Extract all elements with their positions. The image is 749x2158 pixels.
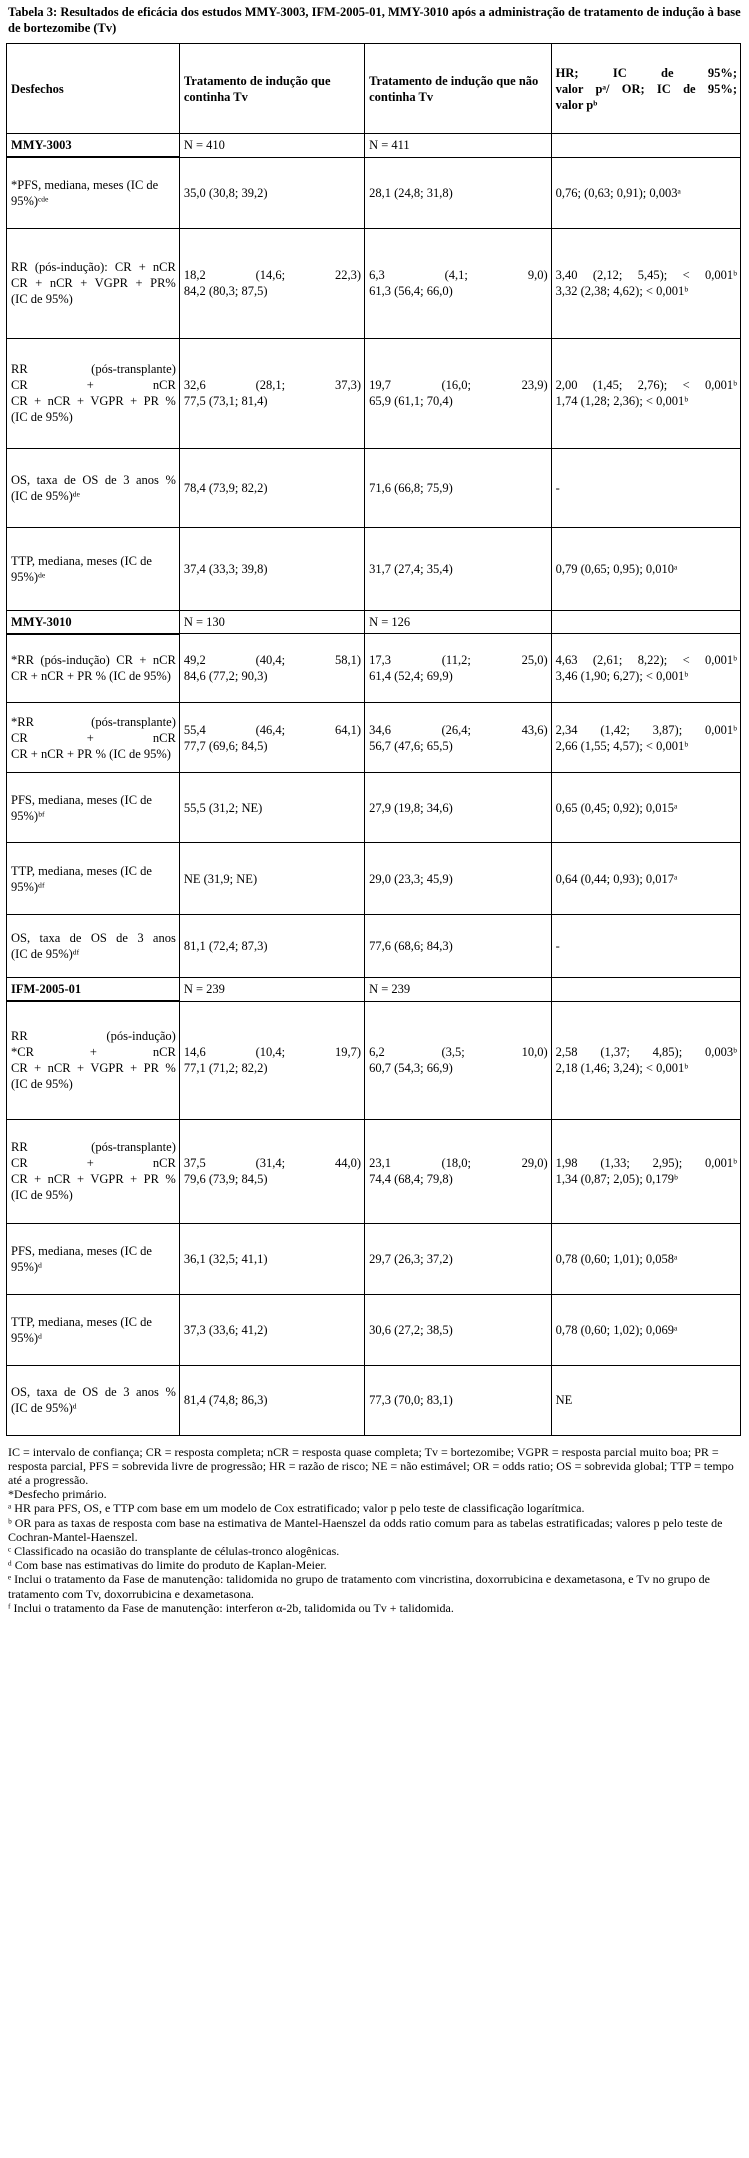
endpoint-cell [7, 634, 180, 703]
stats-cell [551, 1294, 740, 1365]
section-name: MMY-3010 [7, 610, 180, 634]
header-stats [551, 44, 740, 134]
without-tv-cell-line: 28,1 (24,8; 31,8) [369, 185, 453, 200]
without-tv-cell-line: 19,7 (16,0; 23,9) [369, 378, 548, 392]
with-tv-cell-line: 37,4 (33,3; 39,8) [183, 561, 268, 576]
without-tv-cell-line: 56,7 (47,6; 65,5) [369, 738, 453, 753]
endpoint-line: OS, taxa de OS de 3 anos % [11, 472, 176, 487]
header-stats-line: valor pᵃ/ OR; IC de 95%; [555, 81, 737, 96]
endpoint-line: CR + nCR + VGPR + PR % [11, 1172, 176, 1186]
stats-cell [551, 1365, 740, 1435]
without-tv-cell [365, 773, 552, 843]
stats-cell-line: 0,64 (0,44; 0,93); 0,017ᵃ [555, 871, 678, 886]
endpoint-line: CR + nCR [11, 378, 176, 392]
table-row [7, 634, 741, 703]
with-tv-cell-line: 37,5 (31,4; 44,0) [183, 1156, 362, 1170]
endpoint-line: CR + nCR + PR % (IC de 95%) [11, 746, 171, 761]
with-tv-cell-line: 84,6 (77,2; 90,3) [183, 669, 268, 683]
endpoint-line: CR + nCR + VGPR + PR % [11, 1061, 176, 1076]
table-row [7, 1001, 741, 1119]
stats-cell-line: 0,78 (0,60; 1,01); 0,058ᵃ [555, 1251, 678, 1266]
with-tv-cell-line: 79,6 (73,9; 84,5) [183, 1172, 268, 1186]
with-tv-cell-line: 32,6 (28,1; 37,3) [183, 378, 362, 392]
with-tv-cell-line: 14,6 (10,4; 19,7) [183, 1045, 362, 1059]
without-tv-cell-line: 61,3 (56,4; 66,0) [369, 284, 453, 298]
endpoint-line: *RR (pós-indução) CR + nCR [11, 653, 176, 668]
without-tv-cell [365, 915, 552, 978]
without-tv-cell [365, 1294, 552, 1365]
endpoint-cell [7, 527, 180, 610]
endpoint-cell [7, 915, 180, 978]
endpoint-line: *CR + nCR [11, 1045, 176, 1060]
stats-cell [551, 634, 740, 703]
without-tv-cell [365, 448, 552, 527]
with-tv-cell [179, 527, 364, 610]
table-row [7, 843, 741, 915]
stats-cell-line: 4,63 (2,61; 8,22); < 0,001ᵇ [555, 653, 737, 667]
table-row [7, 338, 741, 448]
section-n-with-tv: N = 239 [179, 978, 364, 1002]
endpoint-line: TTP, mediana, meses (IC de 95%)ᵈᵉ [11, 553, 152, 584]
stats-cell [551, 1119, 740, 1223]
with-tv-cell-line: 81,4 (74,8; 86,3) [183, 1393, 268, 1407]
stats-cell [551, 228, 740, 338]
stats-cell-line: 2,58 (1,37; 4,85); 0,003ᵇ [555, 1045, 737, 1059]
endpoint-line: CR + nCR + PR % (IC de 95%) [11, 669, 171, 684]
endpoint-line: *PFS, mediana, meses (IC de 95%)ᶜᵈᵉ [11, 177, 159, 208]
section-n-with-tv: N = 410 [179, 134, 364, 158]
stats-cell-line: 1,74 (1,28; 2,36); < 0,001ᵇ [555, 394, 689, 408]
with-tv-cell [179, 1119, 364, 1223]
with-tv-cell [179, 1365, 364, 1435]
stats-cell [551, 1001, 740, 1119]
with-tv-cell [179, 338, 364, 448]
footnote: ᵉ Inclui o tratamento da Fase de manutenção: talidomida no grupo de tratamento com vincristina, doxorrubicina e dexametasona, e Tv no grupo de tratamento com Tv, doxorrubicina e dexametasona. [8, 1572, 710, 1601]
stats-cell-line: 0,76; (0,63; 0,91); 0,003ᵃ [555, 185, 681, 200]
with-tv-cell [179, 634, 364, 703]
footnote: *Desfecho primário. [8, 1487, 107, 1502]
stats-cell-line: 3,40 (2,12; 5,45); < 0,001ᵇ [555, 268, 737, 282]
footnote: ᶠ Inclui o tratamento da Fase de manutenção: interferon α-2b, talidomida ou Tv + talidomida. [8, 1600, 454, 1615]
with-tv-cell-line: 78,4 (73,9; 82,2) [183, 480, 268, 495]
stats-cell-line: 2,18 (1,46; 3,24); < 0,001ᵇ [555, 1061, 689, 1075]
endpoint-line: OS, taxa de OS de 3 anos % [11, 1385, 176, 1399]
stats-cell [551, 703, 740, 773]
endpoint-line: CR + nCR [11, 730, 176, 745]
endpoint-line: TTP, mediana, meses (IC de 95%)ᵈ [11, 1314, 152, 1345]
without-tv-cell [365, 1365, 552, 1435]
stats-cell [551, 157, 740, 228]
endpoint-line: RR (pós-indução) [11, 1029, 176, 1044]
header-row [7, 44, 741, 134]
section-name: IFM-2005-01 [7, 978, 180, 1002]
with-tv-cell-line: 37,3 (33,6; 41,2) [183, 1322, 268, 1337]
endpoint-line: PFS, mediana, meses (IC de 95%)ᵈ [11, 1243, 152, 1274]
with-tv-cell [179, 157, 364, 228]
stats-cell [551, 843, 740, 915]
table-row [7, 527, 741, 610]
without-tv-cell-line: 29,7 (26,3; 37,2) [369, 1251, 453, 1266]
stats-cell-line: - [555, 939, 560, 953]
endpoint-cell [7, 157, 180, 228]
with-tv-cell [179, 773, 364, 843]
without-tv-cell [365, 527, 552, 610]
section-empty-cell [551, 610, 740, 634]
without-tv-cell-line: 30,6 (27,2; 38,5) [369, 1322, 453, 1337]
section-empty-cell [551, 978, 740, 1002]
table-row [7, 1119, 741, 1223]
stats-cell-line: 2,34 (1,42; 3,87); 0,001ᵇ [555, 722, 737, 737]
without-tv-cell-line: 17,3 (11,2; 25,0) [369, 653, 548, 667]
table-row [7, 773, 741, 843]
endpoint-cell [7, 228, 180, 338]
with-tv-cell [179, 448, 364, 527]
endpoint-cell [7, 1365, 180, 1435]
stats-cell-line: 2,66 (1,55; 4,57); < 0,001ᵇ [555, 738, 689, 753]
with-tv-cell [179, 1223, 364, 1294]
endpoint-line: TTP, mediana, meses (IC de 95%)ᵈᶠ [11, 863, 152, 894]
table-row [7, 448, 741, 527]
with-tv-cell-line: 77,5 (73,1; 81,4) [183, 394, 268, 408]
footnote: ᶜ Classificado na ocasião do transplante de células-tronco alogênicas. [8, 1543, 340, 1558]
stats-cell [551, 448, 740, 527]
with-tv-cell-line: 55,5 (31,2; NE) [183, 800, 263, 815]
table-row [7, 157, 741, 228]
without-tv-cell [365, 1223, 552, 1294]
table-row [7, 228, 741, 338]
without-tv-cell [365, 1001, 552, 1119]
with-tv-cell-line: NE (31,9; NE) [183, 871, 258, 886]
with-tv-cell [179, 1001, 364, 1119]
section-n-without-tv: N = 126 [365, 610, 552, 634]
document [6, 4, 741, 1615]
with-tv-cell [179, 703, 364, 773]
stats-cell-line: 0,79 (0,65; 0,95); 0,010ᵃ [555, 561, 678, 576]
with-tv-cell [179, 1294, 364, 1365]
endpoint-line: CR + nCR [11, 1156, 176, 1170]
section-name: MMY-3003 [7, 134, 180, 158]
table-row [7, 703, 741, 773]
header-stats-line: valor pᵇ [555, 97, 598, 112]
endpoint-line: CR + nCR + VGPR + PR% [11, 276, 176, 290]
table-row [7, 1294, 741, 1365]
without-tv-cell [365, 703, 552, 773]
endpoint-line: CR + nCR + VGPR + PR % [11, 394, 176, 408]
without-tv-cell [365, 843, 552, 915]
stats-cell-line: 0,78 (0,60; 1,02); 0,069ᵃ [555, 1322, 678, 1337]
without-tv-cell-line: 31,7 (27,4; 35,4) [369, 561, 453, 576]
without-tv-cell-line: 61,4 (52,4; 69,9) [369, 669, 453, 683]
endpoint-cell [7, 1001, 180, 1119]
without-tv-cell-line: 77,6 (68,6; 84,3) [369, 939, 453, 953]
without-tv-cell [365, 157, 552, 228]
without-tv-cell-line: 74,4 (68,4; 79,8) [369, 1172, 453, 1186]
without-tv-cell-line: 27,9 (19,8; 34,6) [369, 800, 453, 815]
without-tv-cell-line: 34,6 (26,4; 43,6) [369, 722, 548, 737]
section-n-without-tv: N = 411 [365, 134, 552, 158]
endpoint-cell [7, 1294, 180, 1365]
endpoint-line: (IC de 95%)ᵈ [11, 1401, 77, 1415]
table-row [7, 915, 741, 978]
with-tv-cell-line: 49,2 (40,4; 58,1) [183, 653, 362, 667]
without-tv-cell-line: 77,3 (70,0; 83,1) [369, 1393, 453, 1407]
endpoint-line: (IC de 95%) [11, 410, 73, 424]
table-row [7, 1223, 741, 1294]
without-tv-cell [365, 228, 552, 338]
stats-cell [551, 915, 740, 978]
section-row [7, 134, 741, 158]
without-tv-cell [365, 634, 552, 703]
without-tv-cell-line: 6,2 (3,5; 10,0) [369, 1045, 548, 1059]
with-tv-cell [179, 915, 364, 978]
endpoint-cell [7, 1223, 180, 1294]
with-tv-cell-line: 77,1 (71,2; 82,2) [183, 1061, 268, 1075]
endpoint-line: PFS, mediana, meses (IC de 95%)ᵇᶠ [11, 792, 152, 823]
stats-cell-line: 2,00 (1,45; 2,76); < 0,001ᵇ [555, 378, 737, 392]
endpoint-line: (IC de 95%) [11, 292, 73, 306]
stats-cell-line: NE [555, 1393, 573, 1407]
stats-cell-line: 0,65 (0,45; 0,92); 0,015ᵃ [555, 800, 678, 815]
section-row [7, 610, 741, 634]
footnote: ᵈ Com base nas estimativas do limite do produto de Kaplan-Meier. [8, 1558, 327, 1573]
with-tv-cell-line: 18,2 (14,6; 22,3) [183, 268, 362, 282]
endpoint-cell [7, 1119, 180, 1223]
without-tv-cell-line: 29,0 (23,3; 45,9) [369, 871, 453, 886]
footnotes [6, 1445, 741, 1615]
endpoint-line: RR (pós-transplante) [11, 362, 176, 376]
endpoint-line: (IC de 95%) [11, 1077, 73, 1092]
endpoint-cell [7, 843, 180, 915]
header-endpoints: Desfechos [7, 44, 180, 134]
table-body [7, 134, 741, 1436]
stats-cell-line: 3,46 (1,90; 6,27); < 0,001ᵇ [555, 669, 689, 683]
with-tv-cell [179, 843, 364, 915]
section-n-with-tv: N = 130 [179, 610, 364, 634]
stats-cell-line: - [555, 480, 560, 495]
with-tv-cell [179, 228, 364, 338]
header-with-tv: Tratamento de indução que continha Tv [179, 44, 364, 134]
with-tv-cell-line: 35,0 (30,8; 39,2) [183, 185, 268, 200]
table-caption: Tabela 3: Resultados de eficácia dos estudos MMY-3003, IFM-2005-01, MMY-3010 após a administração de tratamento de indução à base de bortezomibe (Tv) [8, 5, 741, 35]
stats-cell-line: 1,34 (0,87; 2,05); 0,179ᵇ [555, 1172, 678, 1186]
footnote: IC = intervalo de confiança; CR = resposta completa; nCR = resposta quase completa; Tv = bortezomibe; VGPR = resposta parcial muito boa; PR = resposta parcial, PFS = sobrevida livre de progressão; HR = razão de risco; NE = não estimável; OR = odds ratio; OS = sobrevida global; TTP = tempo até a progressão. [8, 1444, 734, 1487]
endpoint-line: OS, taxa de OS de 3 anos [11, 931, 176, 945]
stats-cell [551, 527, 740, 610]
without-tv-cell-line: 71,6 (66,8; 75,9) [369, 480, 453, 495]
endpoint-line: *RR (pós-transplante) [11, 714, 176, 729]
header-without-tv: Tratamento de indução que não continha Tv [365, 44, 552, 134]
footnote: ᵃ HR para PFS, OS, e TTP com base em um modelo de Cox estratificado; valor p pelo teste de classificação logarítmica. [8, 1501, 585, 1516]
without-tv-cell-line: 23,1 (18,0; 29,0) [369, 1156, 548, 1170]
footnote: ᵇ OR para as taxas de resposta com base na estimativa de Mantel-Haenszel da odds ratio comum para as tabelas estratificadas; valores p pelo teste de Cochran-Mantel-Haenszel. [8, 1515, 723, 1544]
stats-cell [551, 1223, 740, 1294]
endpoint-line: (IC de 95%)ᵈᵉ [11, 488, 80, 503]
endpoint-line: (IC de 95%)ᵈᶠ [11, 947, 80, 961]
without-tv-cell-line: 60,7 (54,3; 66,9) [369, 1061, 453, 1075]
endpoint-cell [7, 703, 180, 773]
endpoint-cell [7, 448, 180, 527]
endpoint-line: RR (pós-transplante) [11, 1140, 176, 1154]
stats-cell-line: 3,32 (2,38; 4,62); < 0,001ᵇ [555, 284, 689, 298]
with-tv-cell-line: 84,2 (80,3; 87,5) [183, 284, 268, 298]
with-tv-cell-line: 81,1 (72,4; 87,3) [183, 939, 268, 953]
section-empty-cell [551, 134, 740, 158]
section-row [7, 978, 741, 1002]
endpoint-line: RR (pós-indução): CR + nCR [11, 260, 176, 274]
header-stats-line: HR; IC de 95%; [555, 65, 737, 80]
stats-cell [551, 773, 740, 843]
stats-cell-line: 1,98 (1,33; 2,95); 0,001ᵇ [555, 1156, 737, 1170]
section-n-without-tv: N = 239 [365, 978, 552, 1002]
table-row [7, 1365, 741, 1435]
with-tv-cell-line: 55,4 (46,4; 64,1) [183, 722, 362, 737]
with-tv-cell-line: 36,1 (32,5; 41,1) [183, 1251, 268, 1266]
without-tv-cell-line: 6,3 (4,1; 9,0) [369, 268, 548, 282]
without-tv-cell [365, 338, 552, 448]
endpoint-cell [7, 773, 180, 843]
efficacy-table [6, 43, 741, 1436]
stats-cell [551, 338, 740, 448]
without-tv-cell-line: 65,9 (61,1; 70,4) [369, 394, 453, 408]
endpoint-cell [7, 338, 180, 448]
endpoint-line: (IC de 95%) [11, 1188, 73, 1202]
without-tv-cell [365, 1119, 552, 1223]
with-tv-cell-line: 77,7 (69,6; 84,5) [183, 738, 268, 753]
